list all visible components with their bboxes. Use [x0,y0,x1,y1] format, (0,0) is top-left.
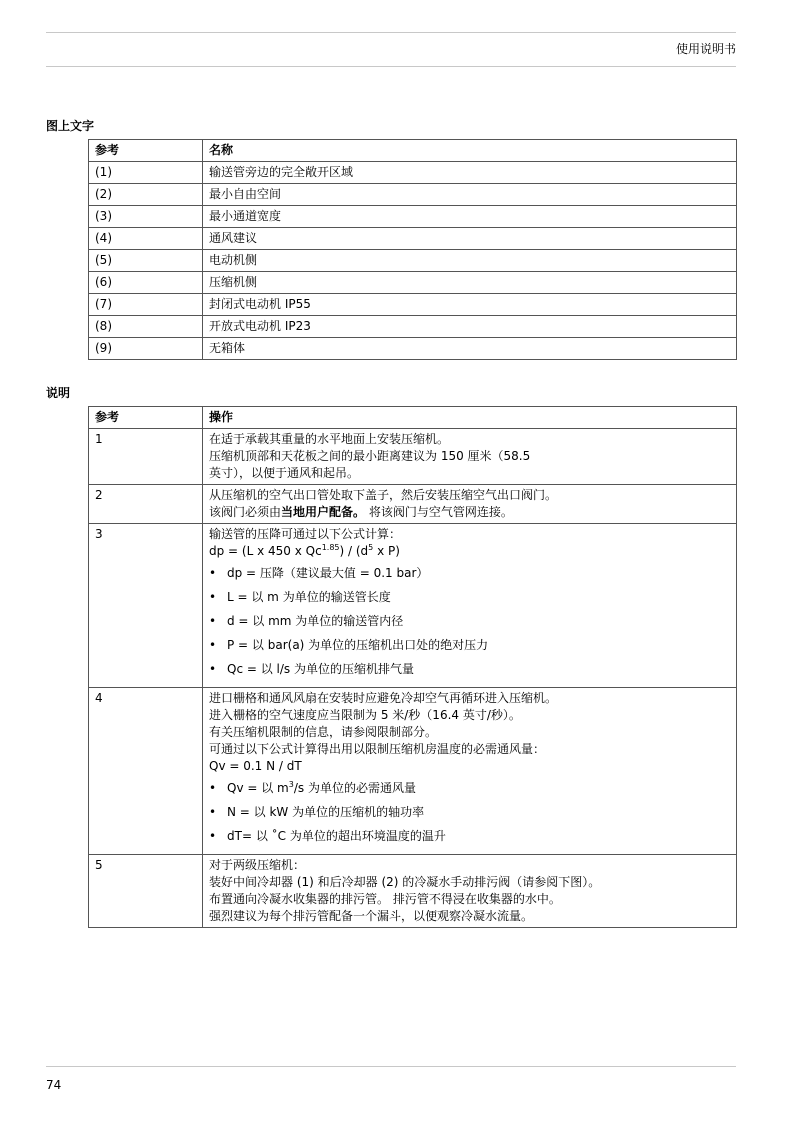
text-line: 布置通向冷凝水收集器的排污管。 排污管不得浸在收集器的水中。 [209,892,561,906]
list-item-text: L = 以 m 为单位的输送管长度 [227,590,391,604]
name-cell: 最小通道宽度 [203,206,737,228]
formula-line: Qv = 0.1 N / dT [209,759,302,773]
list-item [209,637,730,654]
formula-part: dp = (L x 450 x Qc [209,544,322,558]
bullet-icon: • [209,805,217,819]
table-row [89,316,737,338]
ref-cell: 4 [89,688,203,855]
name-cell: 压缩机侧 [203,272,737,294]
text-line: 进口栅格和通风风扇在安装时应避免冷却空气再循环进入压缩机。 [209,691,558,705]
name-cell: 最小自由空间 [203,184,737,206]
bullet-icon: • [209,566,217,580]
action-cell [203,855,737,928]
column-header-name: 名称 [203,140,737,162]
formula-part: x P) [373,544,400,558]
bullet-icon: • [209,662,217,676]
list-item-text: Qc = 以 l/s 为单位的压缩机排气量 [227,662,414,676]
text-segment: 将该阀门与空气管网连接。 [365,505,513,519]
text-segment: 该阀门必须由 [209,505,282,519]
table-row [89,228,737,250]
column-header-ref: 参考 [89,140,203,162]
text-line: 进入栅格的空气速度应当限制为 5 米/秒（16.4 英寸/秒）。 [209,708,521,722]
table-row [89,250,737,272]
name-cell: 无箱体 [203,338,737,360]
table-row [89,485,737,524]
bullet-icon: • [209,781,217,795]
bullet-icon: • [209,638,217,652]
header-title: 使用说明书 [675,42,736,56]
ref-cell: (9) [89,338,203,360]
table-header-row [89,407,737,429]
name-cell: 封闭式电动机 IP55 [203,294,737,316]
table-row [89,855,737,928]
ref-cell: (1) [89,162,203,184]
list-item [209,780,730,797]
bullet-icon: • [209,614,217,628]
action-cell [203,429,737,485]
ref-cell: (4) [89,228,203,250]
table-header-row [89,140,737,162]
action-cell [203,485,737,524]
formula-exponent: 1.85 [321,543,340,552]
name-cell: 开放式电动机 IP23 [203,316,737,338]
text-segment: /s 为单位的必需通风量 [293,781,416,795]
text-line: 可通过以下公式计算得出用以限制压缩机房温度的必需通风量： [209,742,546,756]
text-line: 对于两级压缩机： [209,858,306,872]
list-item [209,661,730,678]
list-item-text: d = 以 mm 为单位的输送管内径 [227,614,404,628]
ref-cell: 2 [89,485,203,524]
text-line: 在适于承载其重量的水平地面上安装压缩机。 [209,432,450,446]
text-line: 装好中间冷却器 (1) 和后冷却器 (2) 的冷凝水手动排污阀（请参阅下图）。 [209,875,601,889]
text-line: 压缩机顶部和天花板之间的最小距离建议为 150 厘米（58.5 [209,449,531,463]
legend-table [88,139,737,360]
text-line: 强烈建议为每个排污管配备一个漏斗，以便观察冷凝水流量。 [209,909,534,923]
table-row [89,429,737,485]
ref-cell: (6) [89,272,203,294]
list-item-text: P = 以 bar(a) 为单位的压缩机出口处的绝对压力 [227,638,489,652]
table-row [89,162,737,184]
text-line: 有关压缩机限制的信息，请参阅限制部分。 [209,725,438,739]
action-cell [203,688,737,855]
name-cell: 输送管旁边的完全敞开区域 [203,162,737,184]
table-row [89,338,737,360]
list-item [209,804,730,821]
list-item [209,589,730,606]
list-item [209,565,730,582]
table-row [89,184,737,206]
formula-line [209,543,730,560]
text-line: 输送管的压降可通过以下公式计算： [209,527,402,541]
notes-table [88,406,737,928]
bullet-list [209,565,730,678]
ref-cell: (5) [89,250,203,272]
list-item-text [227,781,416,795]
ref-cell: (8) [89,316,203,338]
column-header-ref: 参考 [89,407,203,429]
list-item-text: dT= 以 ˚C 为单位的超出环境温度的温升 [227,829,446,843]
ref-cell: 1 [89,429,203,485]
table-row [89,524,737,688]
footer-rule [46,1066,736,1067]
formula-part: ) / (d [339,544,369,558]
page-number: 74 [46,1078,62,1092]
bullet-icon: • [209,829,217,843]
ref-cell: 5 [89,855,203,928]
ref-cell: (2) [89,184,203,206]
emphasis-text: 当地用户配备。 [281,505,366,519]
bullet-icon: • [209,590,217,604]
list-item-text: dp = 压降（建议最大值 = 0.1 bar） [227,566,429,580]
list-item-text: N = 以 kW 为单位的压缩机的轴功率 [227,805,425,819]
unit-exponent: 3 [288,780,294,789]
table-row [89,688,737,855]
table-row [89,294,737,316]
action-cell [203,524,737,688]
text-line [209,504,730,521]
header-rule-top [46,32,736,33]
ref-cell: 3 [89,524,203,688]
legend-section-title: 图上文字 [46,119,95,133]
list-item [209,613,730,630]
table-row [89,272,737,294]
ref-cell: (7) [89,294,203,316]
notes-section-title: 说明 [46,386,71,400]
text-segment: Qv = 以 m [227,781,289,795]
header-rule-bottom [46,66,736,67]
formula-exponent: 5 [368,543,374,552]
text-line: 从压缩机的空气出口管处取下盖子，然后安装压缩空气出口阀门。 [209,488,558,502]
list-item [209,828,730,845]
column-header-action: 操作 [203,407,737,429]
text-line: 英寸），以便于通风和起吊。 [209,466,360,480]
name-cell: 通风建议 [203,228,737,250]
ref-cell: (3) [89,206,203,228]
bullet-list [209,780,730,845]
name-cell: 电动机侧 [203,250,737,272]
table-row [89,206,737,228]
